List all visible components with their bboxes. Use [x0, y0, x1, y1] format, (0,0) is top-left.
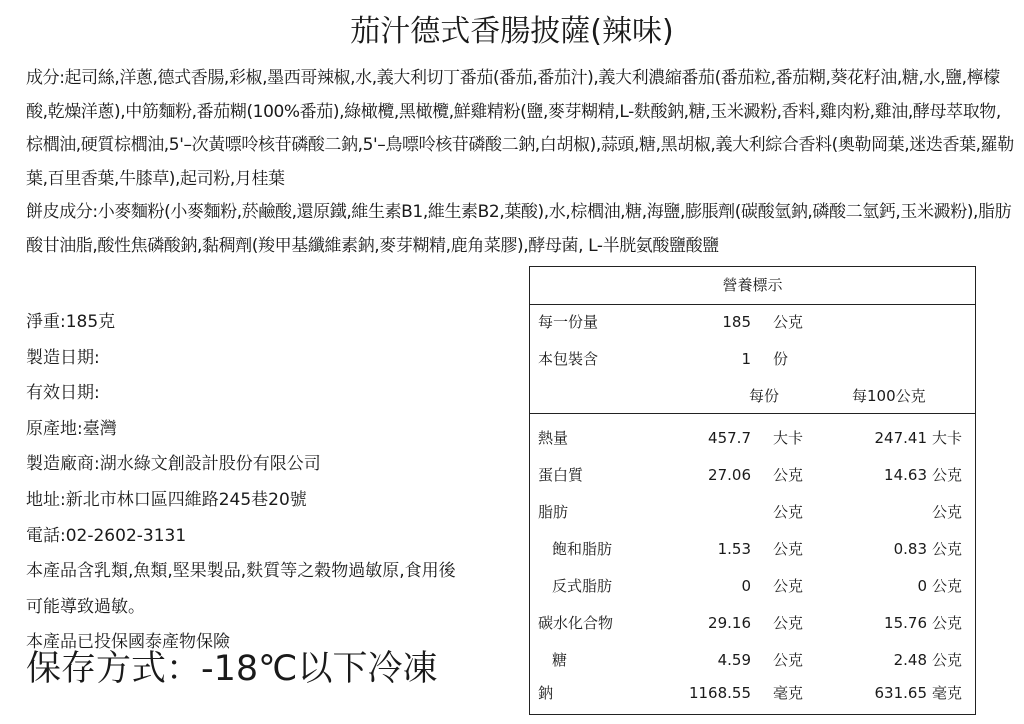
nutrient-per-serving-unit: 毫克: [773, 684, 804, 702]
nutrient-label: 飽和脂肪: [552, 540, 613, 558]
nutrient-per-100g-unit: 公克: [932, 503, 963, 521]
nutrient-label: 脂肪: [538, 503, 569, 521]
serving-size-unit: 公克: [773, 313, 804, 331]
nutrient-row: [530, 494, 975, 531]
nutrient-per-serving-unit: 公克: [773, 466, 804, 484]
serving-size-label: 每一份量: [538, 313, 599, 331]
nutrient-per-serving-value: 29.16: [708, 614, 751, 632]
per-100g-header: 每100公克: [852, 387, 926, 405]
nutrient-per-100g-value: 247.41: [874, 429, 927, 447]
nutrition-divider: [530, 413, 975, 414]
serving-size-value: 185: [722, 313, 751, 331]
nutrition-column-headers: [530, 378, 975, 415]
nutrient-per-serving-value: 0: [741, 577, 751, 595]
expiry-date: 有效日期:: [26, 383, 100, 404]
allergen-warning-line-1: 本產品含乳類,魚類,堅果製品,麩質等之穀物過敏原,食用後: [26, 561, 456, 582]
ingredients-section: [26, 62, 1016, 263]
phone: 電話:02-2602-3131: [26, 525, 187, 546]
nutrition-title: 營養標示: [530, 267, 975, 305]
nutrient-label: 蛋白質: [538, 466, 584, 484]
nutrient-label: 鈉: [538, 684, 554, 702]
nutrient-per-serving-unit: 公克: [773, 503, 804, 521]
nutrient-per-100g-unit: 毫克: [932, 684, 963, 702]
nutrient-label: 糖: [552, 651, 568, 669]
manufacture-date: 製造日期:: [26, 347, 100, 368]
nutrient-per-100g-unit: 公克: [932, 466, 963, 484]
nutrient-per-serving-unit: 公克: [773, 540, 804, 558]
nutrient-row: [530, 420, 975, 457]
nutrition-table: [529, 266, 976, 715]
nutrient-row: [530, 675, 975, 712]
nutrient-per-100g-value: 14.63: [884, 466, 927, 484]
servings-per-package-unit: 份: [773, 350, 789, 368]
nutrient-label: 碳水化合物: [538, 614, 614, 632]
ingredients-text: 成分:起司絲,洋蔥,德式香腸,彩椒,墨西哥辣椒,水,義大利切丁番茄(番茄,番茄汁),義大利濃縮番茄(番茄粒,番茄糊,葵花籽油,糖,水,鹽,檸檬酸,乾燥洋蔥),中筋麵粉,番茄糊(100%番茄),綠橄欖,黑橄欖,鮮雞精粉(鹽,麥芽糊精,L-麩酸鈉,糖,玉米澱粉,香料,雞肉粉,雞油,酵母萃取物,棕櫚油,硬質棕櫚油,5'–次黃嘌呤核苷磷酸二鈉,5'–鳥嘌呤核苷磷酸二鈉,白胡椒),蒜頭,糖,黑胡椒,義大利綜合香料(奧勒岡葉,迷迭香葉,羅勒葉,百里香葉,牛膝草),起司粉,月桂葉: [26, 68, 1014, 189]
address: 地址:新北市林口區四維路245巷20號: [26, 489, 307, 510]
nutrient-per-serving-unit: 大卡: [773, 429, 804, 447]
product-info: [26, 305, 521, 661]
nutrient-per-100g-value: 631.65: [874, 684, 927, 702]
allergen-warning-line-2: 可能導致過敏。: [26, 596, 145, 617]
nutrient-per-serving-value: 1168.55: [688, 684, 751, 702]
nutrient-label: 反式脂肪: [552, 577, 613, 595]
product-title: 茄汁德式香腸披薩(辣味): [350, 14, 674, 49]
nutrient-per-100g-value: 15.76: [884, 614, 927, 632]
nutrient-per-100g-unit: 公克: [932, 540, 963, 558]
per-serving-header: 每份: [749, 387, 780, 405]
nutrient-per-serving-unit: 公克: [773, 614, 804, 632]
storage-instructions: 保存方式：-18℃以下冷凍: [26, 649, 438, 689]
nutrient-per-serving-value: 27.06: [708, 466, 751, 484]
crust-ingredients-text: 餅皮成分:小麥麵粉(小麥麵粉,菸鹼酸,還原鐵,維生素B1,維生素B2,葉酸),水,棕櫚油,糖,海鹽,膨脹劑(碳酸氫鈉,磷酸二氫鈣,玉米澱粉),脂肪酸甘油脂,酸性焦磷酸鈉,黏稠劑(羧甲基纖維素鈉,麥芽糊精,鹿角菜膠),酵母菌, L-半胱氨酸鹽酸鹽: [26, 202, 1012, 256]
nutrient-per-100g-value: 0.83: [893, 540, 927, 558]
nutrient-row: [530, 605, 975, 642]
manufacturer: 製造廠商:湖水綠文創設計股份有限公司: [26, 454, 321, 475]
servings-per-package-value: 1: [741, 350, 751, 368]
nutrient-row: [530, 642, 975, 679]
nutrient-row: [530, 531, 975, 568]
nutrient-per-serving-value: 457.7: [708, 429, 751, 447]
origin: 原產地:臺灣: [26, 418, 117, 439]
nutrient-per-100g-value: 2.48: [893, 651, 927, 669]
nutrient-row: [530, 457, 975, 494]
net-weight: 淨重:185克: [26, 312, 116, 332]
servings-per-package-row: [530, 341, 975, 378]
insurance-note: 本產品已投保國泰產物保險: [26, 632, 230, 653]
nutrient-row: [530, 568, 975, 605]
nutrient-per-100g-unit: 公克: [932, 614, 963, 632]
nutrient-per-serving-unit: 公克: [773, 651, 804, 669]
servings-per-package-label: 本包裝含: [538, 350, 599, 368]
nutrient-per-serving-value: 4.59: [717, 651, 751, 669]
nutrient-per-serving-unit: 公克: [773, 577, 804, 595]
nutrient-per-100g-unit: 大卡: [932, 429, 963, 447]
nutrient-per-100g-value: 0: [917, 577, 927, 595]
nutrient-per-100g-unit: 公克: [932, 577, 963, 595]
nutrient-label: 熱量: [538, 429, 569, 447]
nutrient-per-100g-unit: 公克: [932, 651, 963, 669]
serving-size-row: [530, 304, 975, 341]
nutrient-per-serving-value: 1.53: [717, 540, 751, 558]
